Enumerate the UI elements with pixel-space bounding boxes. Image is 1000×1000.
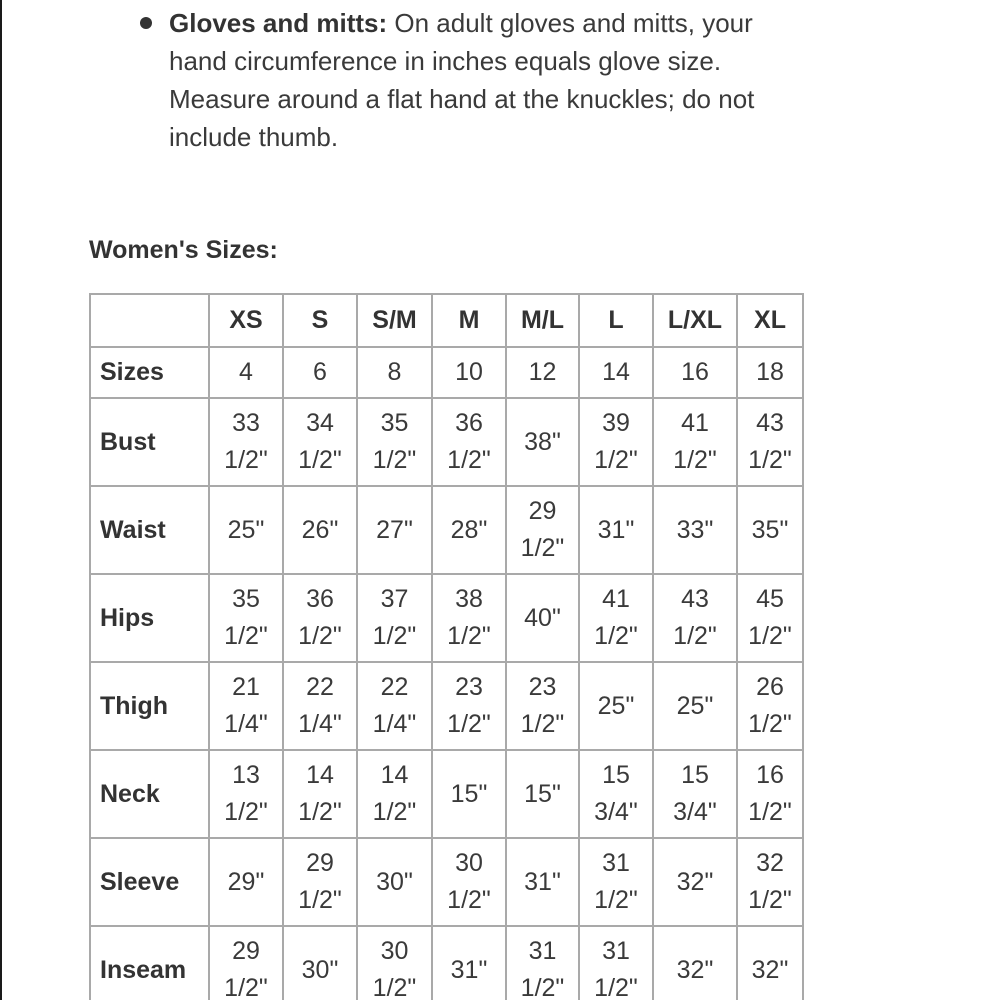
- table-cell: [432, 926, 506, 1000]
- cell-value-line: 12: [528, 358, 557, 386]
- table-cell: [357, 750, 432, 838]
- table-cell: [432, 574, 506, 662]
- column-header: XS: [209, 294, 283, 347]
- cell-value-line: 1/2": [594, 622, 638, 650]
- table-cell: [357, 398, 432, 486]
- table-cell: [283, 750, 357, 838]
- table-cell: [432, 398, 506, 486]
- cell-value-line: 35: [380, 409, 409, 437]
- cell-value-line: 1/2": [372, 798, 417, 826]
- cell-value-line: 27": [376, 515, 413, 544]
- cell-value-line: 1/2": [447, 446, 491, 474]
- table-cell: [737, 347, 803, 398]
- cell-value-line: 39: [602, 409, 630, 437]
- cell-value-line: 21: [232, 673, 260, 701]
- cell-value-line: 30: [380, 937, 409, 965]
- row-label: Sizes: [90, 347, 209, 398]
- cell-value-line: 1/4": [372, 710, 417, 738]
- cell-value-line: 31": [450, 955, 488, 984]
- cell-value-line: 41: [681, 409, 709, 437]
- table-cell: [432, 347, 506, 398]
- table-cell: [283, 838, 357, 926]
- table-cell: [579, 574, 653, 662]
- cell-value-line: 1/2": [673, 622, 717, 650]
- cell-value-line: 16: [756, 761, 784, 789]
- cell-value-line: 1/2": [224, 622, 268, 650]
- table-cell: [506, 926, 579, 1000]
- cell-value-line: 14: [306, 761, 334, 789]
- table-cell: [653, 574, 737, 662]
- cell-value-line: 14: [602, 358, 630, 386]
- table-row: [90, 838, 803, 926]
- cell-value-line: 36: [455, 409, 483, 437]
- cell-value-line: 1/2": [224, 798, 268, 826]
- cell-value-line: 3/4": [594, 798, 638, 826]
- cell-value-line: 34: [306, 409, 334, 437]
- table-cell: [506, 838, 579, 926]
- cell-value-line: 4: [239, 358, 253, 386]
- table-cell: [283, 347, 357, 398]
- left-border-line: [0, 0, 2, 1000]
- table-row: [90, 662, 803, 750]
- cell-value-line: 35: [232, 585, 260, 613]
- cell-value-line: 15: [602, 761, 630, 789]
- table-cell: [357, 926, 432, 1000]
- table-cell: [283, 486, 357, 574]
- cell-value-line: 1/2": [748, 446, 792, 474]
- table-cell: [209, 662, 283, 750]
- cell-value-line: 29: [232, 937, 260, 965]
- table-cell: [579, 486, 653, 574]
- cell-value-line: 1/4": [298, 710, 342, 738]
- column-header: L: [579, 294, 653, 347]
- cell-value-line: 1/2": [224, 446, 268, 474]
- cell-value-line: 1/2": [520, 710, 565, 738]
- table-cell: [653, 926, 737, 1000]
- table-row: [90, 750, 803, 838]
- cell-value-line: 33": [676, 515, 714, 544]
- table-cell: [357, 574, 432, 662]
- table-cell: [283, 926, 357, 1000]
- cell-value-line: 32: [756, 849, 784, 877]
- table-cell: [737, 662, 803, 750]
- cell-value-line: 1/2": [594, 974, 638, 1000]
- table-row: [90, 347, 803, 398]
- table-row: [90, 398, 803, 486]
- cell-value-line: 1/2": [298, 886, 342, 914]
- bullet-text: On adult gloves and mitts, your hand circumference in inches equals glove size. Measure around a flat hand at the knuckles; do not include thumb.: [169, 8, 755, 152]
- table-cell: [579, 347, 653, 398]
- column-header: S/M: [357, 294, 432, 347]
- cell-value-line: 32": [676, 955, 714, 984]
- glove-size-bullet-list: [136, 4, 796, 156]
- cell-value-line: 6: [313, 358, 327, 386]
- cell-value-line: 43: [756, 409, 784, 437]
- cell-value-line: 41: [602, 585, 630, 613]
- row-label: Thigh: [90, 662, 209, 750]
- table-cell: [432, 838, 506, 926]
- cell-value-line: 30": [376, 867, 413, 896]
- cell-value-line: 1/2": [520, 534, 565, 562]
- cell-value-line: 1/2": [372, 446, 417, 474]
- cell-value-line: 1/2": [594, 446, 638, 474]
- cell-value-line: 30": [301, 955, 339, 984]
- row-label: Hips: [90, 574, 209, 662]
- cell-value-line: 32": [751, 955, 789, 984]
- table-cell: [209, 926, 283, 1000]
- cell-value-line: 29: [528, 497, 557, 525]
- cell-value-line: 1/2": [673, 446, 717, 474]
- cell-value-line: 1/2": [298, 798, 342, 826]
- table-cell: [506, 347, 579, 398]
- cell-value-line: 1/2": [748, 886, 792, 914]
- table-row: [90, 574, 803, 662]
- cell-value-line: 1/2": [748, 710, 792, 738]
- cell-value-line: 1/2": [298, 446, 342, 474]
- cell-value-line: 10: [455, 358, 483, 386]
- cell-value-line: 43: [681, 585, 709, 613]
- cell-value-line: 31: [528, 937, 557, 965]
- cell-value-line: 1/2": [748, 622, 792, 650]
- cell-value-line: 15": [450, 779, 488, 808]
- cell-value-line: 28": [450, 515, 488, 544]
- column-header: XL: [737, 294, 803, 347]
- bullet-term: Gloves and mitts:: [169, 8, 388, 38]
- cell-value-line: 23: [528, 673, 557, 701]
- row-label: Inseam: [90, 926, 209, 1000]
- table-cell: [579, 926, 653, 1000]
- cell-value-line: 31": [597, 515, 635, 544]
- cell-value-line: 13: [232, 761, 260, 789]
- cell-value-line: 1/2": [447, 710, 491, 738]
- table-cell: [653, 398, 737, 486]
- table-cell: [737, 398, 803, 486]
- table-cell: [653, 486, 737, 574]
- table-cell: [653, 838, 737, 926]
- cell-value-line: 1/2": [224, 974, 268, 1000]
- cell-value-line: 38: [455, 585, 483, 613]
- table-cell: [432, 750, 506, 838]
- womens-sizes-heading: Women's Sizes:: [89, 236, 278, 264]
- table-cell: [209, 486, 283, 574]
- cell-value-line: 14: [380, 761, 409, 789]
- table-cell: [209, 750, 283, 838]
- cell-value-line: 1/2": [372, 622, 417, 650]
- cell-value-line: 26": [301, 515, 339, 544]
- table-cell: [209, 838, 283, 926]
- table-cell: [737, 926, 803, 1000]
- table-cell: [283, 398, 357, 486]
- cell-value-line: 33: [232, 409, 260, 437]
- table-cell: [209, 398, 283, 486]
- cell-value-line: 15": [524, 779, 561, 808]
- table-cell: [653, 347, 737, 398]
- column-header: M: [432, 294, 506, 347]
- table-cell: [209, 347, 283, 398]
- row-label: Sleeve: [90, 838, 209, 926]
- cell-value-line: 30: [455, 849, 483, 877]
- cell-value-line: 32": [676, 867, 714, 896]
- cell-value-line: 18: [756, 358, 784, 386]
- cell-value-line: 29": [227, 867, 265, 896]
- cell-value-line: 26: [756, 673, 784, 701]
- cell-value-line: 22: [306, 673, 334, 701]
- cell-value-line: 1/2": [594, 886, 638, 914]
- table-cell: [357, 486, 432, 574]
- header-corner-cell: [90, 294, 209, 347]
- table-cell: [737, 486, 803, 574]
- table-cell: [357, 662, 432, 750]
- cell-value-line: 40": [524, 603, 561, 632]
- cell-value-line: 1/2": [447, 622, 491, 650]
- column-header: L/XL: [653, 294, 737, 347]
- cell-value-line: 1/2": [748, 798, 792, 826]
- table-cell: [283, 662, 357, 750]
- table-cell: [506, 662, 579, 750]
- table-cell: [432, 662, 506, 750]
- cell-value-line: 45: [756, 585, 784, 613]
- cell-value-line: 1/2": [298, 622, 342, 650]
- cell-value-line: 35": [751, 515, 789, 544]
- cell-value-line: 1/2": [520, 974, 565, 1000]
- column-header: S: [283, 294, 357, 347]
- table-header-row: [90, 294, 803, 347]
- cell-value-line: 38": [524, 427, 561, 456]
- cell-value-line: 31: [602, 849, 630, 877]
- gloves-and-mitts-bullet: [136, 4, 796, 156]
- table-cell: [209, 574, 283, 662]
- cell-value-line: 25": [676, 691, 714, 720]
- cell-value-line: 15: [681, 761, 709, 789]
- table-cell: [579, 838, 653, 926]
- table-cell: [432, 486, 506, 574]
- cell-value-line: 37: [380, 585, 409, 613]
- cell-value-line: 3/4": [673, 798, 717, 826]
- table-cell: [579, 398, 653, 486]
- cell-value-line: 23: [455, 673, 483, 701]
- cell-value-line: 31": [524, 867, 561, 896]
- row-label: Neck: [90, 750, 209, 838]
- table-cell: [357, 347, 432, 398]
- cell-value-line: 16: [681, 358, 709, 386]
- cell-value-line: 31: [602, 937, 630, 965]
- table-cell: [579, 750, 653, 838]
- table-cell: [506, 750, 579, 838]
- table-cell: [653, 750, 737, 838]
- table-row: [90, 486, 803, 574]
- table-cell: [737, 574, 803, 662]
- cell-value-line: 1/2": [447, 886, 491, 914]
- table-cell: [737, 838, 803, 926]
- table-row: [90, 926, 803, 1000]
- table-cell: [357, 838, 432, 926]
- table-cell: [506, 398, 579, 486]
- table-cell: [283, 574, 357, 662]
- bullet-dot-icon: [140, 17, 152, 29]
- row-label: Bust: [90, 398, 209, 486]
- cell-value-line: 25": [597, 691, 635, 720]
- cell-value-line: 25": [227, 515, 265, 544]
- table-cell: [506, 486, 579, 574]
- table-cell: [737, 750, 803, 838]
- cell-value-line: 1/4": [224, 710, 268, 738]
- cell-value-line: 8: [387, 358, 402, 386]
- table-cell: [579, 662, 653, 750]
- row-label: Waist: [90, 486, 209, 574]
- cell-value-line: 29: [306, 849, 334, 877]
- cell-value-line: 36: [306, 585, 334, 613]
- cell-value-line: 22: [380, 673, 409, 701]
- cell-value-line: 1/2": [372, 974, 417, 1000]
- table-cell: [506, 574, 579, 662]
- table-cell: [653, 662, 737, 750]
- womens-size-table: [89, 293, 804, 1000]
- column-header: M/L: [506, 294, 579, 347]
- table-body: [90, 347, 803, 1000]
